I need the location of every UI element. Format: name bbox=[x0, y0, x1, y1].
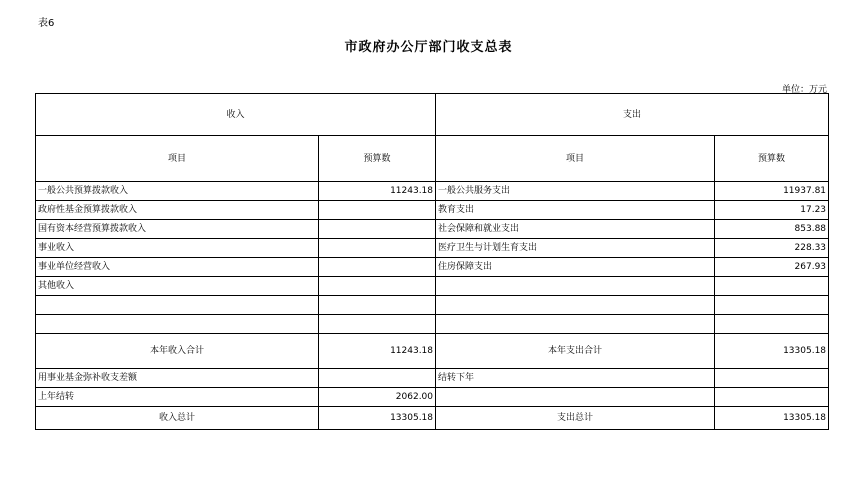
expense-item-cell: 教育支出 bbox=[436, 201, 715, 220]
income-year-total-value: 11243.18 bbox=[319, 334, 436, 369]
income-value-cell bbox=[319, 220, 436, 239]
table-row bbox=[36, 296, 829, 315]
income-grand-total-value: 13305.18 bbox=[319, 407, 436, 430]
expense-value-cell bbox=[715, 296, 829, 315]
table-row bbox=[36, 182, 829, 201]
income-value-cell bbox=[319, 201, 436, 220]
income-item-cell: 用事业基金弥补收支差额 bbox=[36, 369, 319, 388]
income-item-cell: 事业收入 bbox=[36, 239, 319, 258]
expense-grand-total-label: 支出总计 bbox=[436, 407, 715, 430]
income-value-cell bbox=[319, 296, 436, 315]
expense-value-cell: 17.23 bbox=[715, 201, 829, 220]
expense-value-cell bbox=[715, 277, 829, 296]
expense-value-cell: 853.88 bbox=[715, 220, 829, 239]
income-value-cell bbox=[319, 239, 436, 258]
expense-value-cell: 267.93 bbox=[715, 258, 829, 277]
income-grand-total-label: 收入总计 bbox=[36, 407, 319, 430]
table-row bbox=[36, 239, 829, 258]
expense-item-cell bbox=[436, 277, 715, 296]
expense-value-cell bbox=[715, 315, 829, 334]
income-item-cell: 国有资本经营预算拨款收入 bbox=[36, 220, 319, 239]
table-row bbox=[36, 388, 829, 407]
income-item-header: 项目 bbox=[36, 136, 319, 182]
table-number-label: 表6 bbox=[38, 18, 55, 29]
table-row bbox=[36, 201, 829, 220]
expense-item-cell: 社会保障和就业支出 bbox=[436, 220, 715, 239]
income-item-cell bbox=[36, 315, 319, 334]
income-value-cell bbox=[319, 258, 436, 277]
income-item-cell bbox=[36, 296, 319, 315]
income-value-cell: 11243.18 bbox=[319, 182, 436, 201]
income-year-total-label: 本年收入合计 bbox=[36, 334, 319, 369]
table-row bbox=[36, 277, 829, 296]
expense-value-cell bbox=[715, 388, 829, 407]
table-body bbox=[36, 94, 829, 430]
income-value-cell bbox=[319, 315, 436, 334]
income-item-cell: 其他收入 bbox=[36, 277, 319, 296]
expense-section-header: 支出 bbox=[436, 94, 829, 136]
expense-value-cell: 11937.81 bbox=[715, 182, 829, 201]
income-value-cell bbox=[319, 369, 436, 388]
table-row bbox=[36, 220, 829, 239]
expense-item-cell bbox=[436, 388, 715, 407]
page-title: 市政府办公厅部门收支总表 bbox=[344, 40, 513, 55]
income-value-cell bbox=[319, 277, 436, 296]
year-total-row bbox=[36, 334, 829, 369]
income-item-cell: 一般公共预算拨款收入 bbox=[36, 182, 319, 201]
column-header-row bbox=[36, 136, 829, 182]
income-item-cell: 事业单位经营收入 bbox=[36, 258, 319, 277]
expense-item-cell: 医疗卫生与计划生育支出 bbox=[436, 239, 715, 258]
income-item-cell: 上年结转 bbox=[36, 388, 319, 407]
expense-year-total-label: 本年支出合计 bbox=[436, 334, 715, 369]
income-budget-header: 预算数 bbox=[319, 136, 436, 182]
expense-budget-header: 预算数 bbox=[715, 136, 829, 182]
expense-item-cell: 一般公共服务支出 bbox=[436, 182, 715, 201]
table-row bbox=[36, 315, 829, 334]
expense-value-cell: 228.33 bbox=[715, 239, 829, 258]
expense-item-cell bbox=[436, 315, 715, 334]
expense-item-cell: 住房保障支出 bbox=[436, 258, 715, 277]
expense-item-header: 项目 bbox=[436, 136, 715, 182]
expense-year-total-value: 13305.18 bbox=[715, 334, 829, 369]
grand-total-row bbox=[36, 407, 829, 430]
expense-item-cell bbox=[436, 296, 715, 315]
expense-grand-total-value: 13305.18 bbox=[715, 407, 829, 430]
budget-summary-table bbox=[35, 93, 829, 430]
expense-value-cell bbox=[715, 369, 829, 388]
expense-item-cell: 结转下年 bbox=[436, 369, 715, 388]
income-item-cell: 政府性基金预算拨款收入 bbox=[36, 201, 319, 220]
section-header-row bbox=[36, 94, 829, 136]
table-row bbox=[36, 258, 829, 277]
table-row bbox=[36, 369, 829, 388]
income-section-header: 收入 bbox=[36, 94, 436, 136]
income-value-cell: 2062.00 bbox=[319, 388, 436, 407]
unit-label: 单位：万元 bbox=[781, 85, 827, 95]
